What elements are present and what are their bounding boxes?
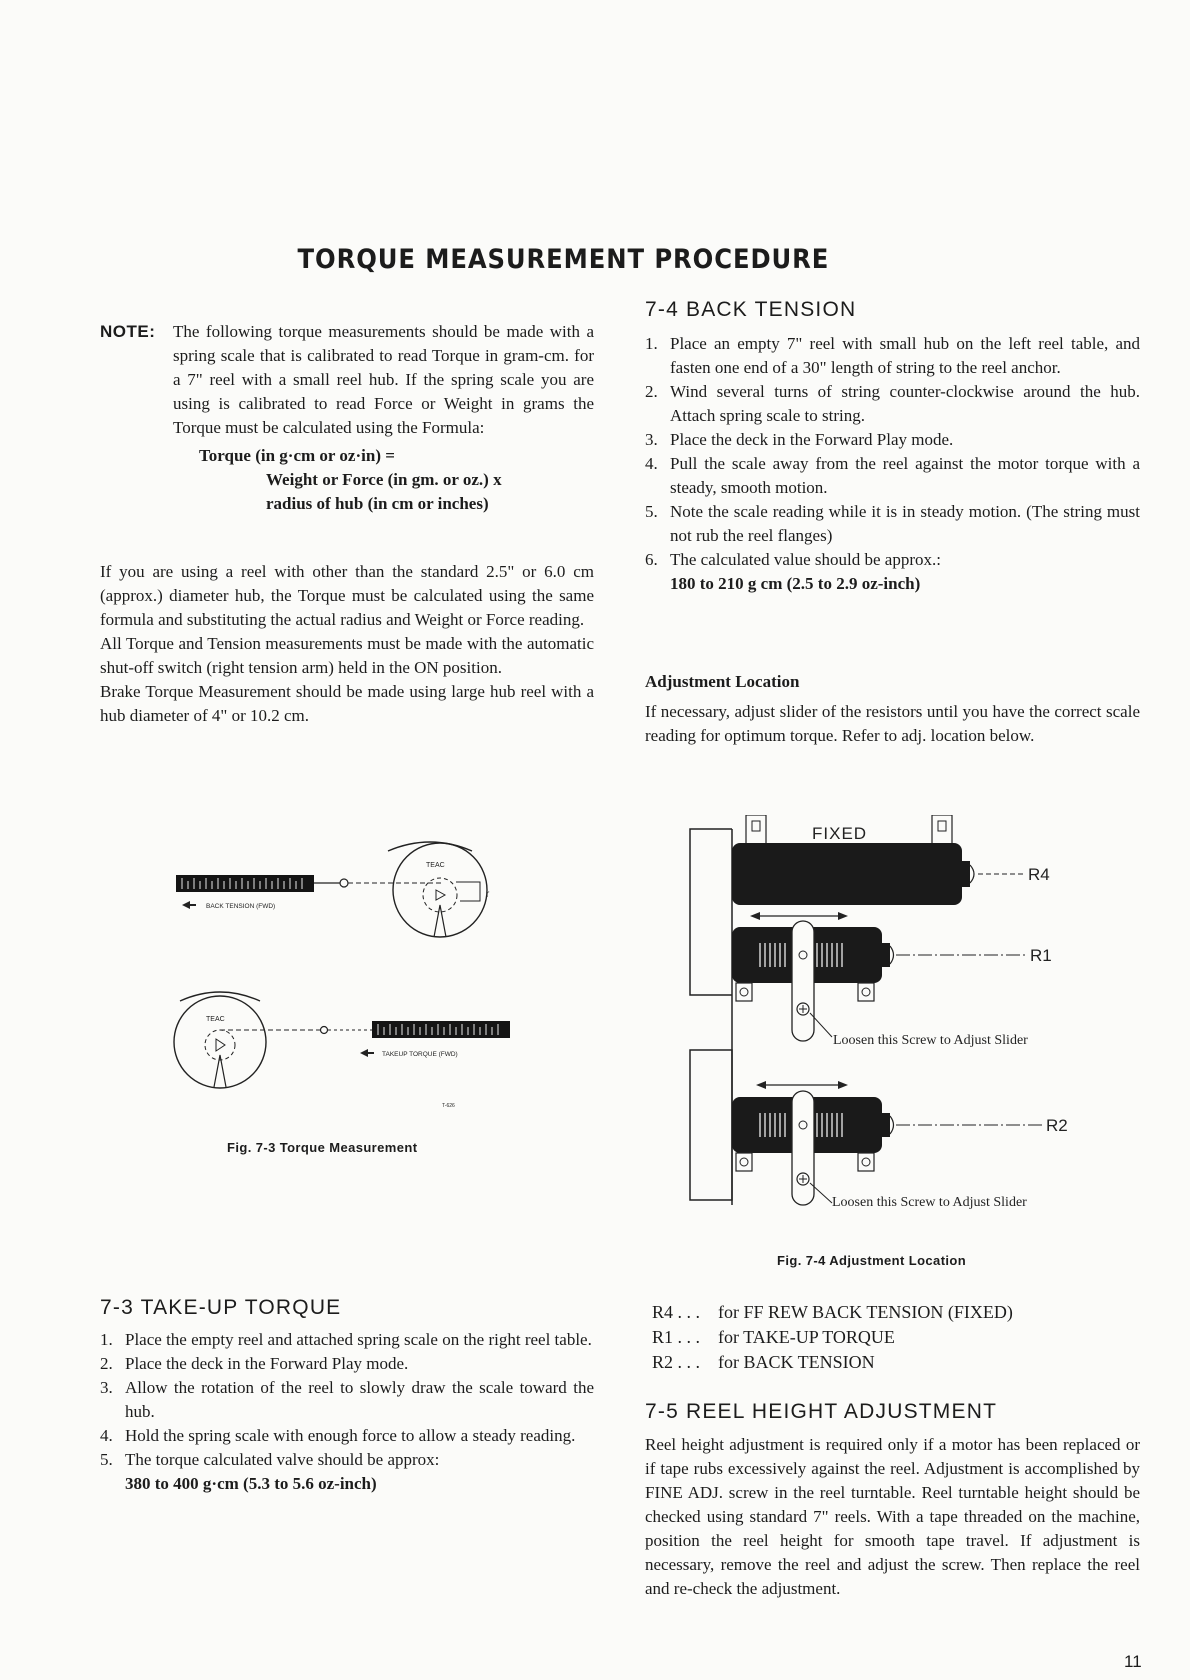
takeup-spring-scale — [321, 1021, 511, 1038]
radius-label: r — [486, 889, 490, 900]
back-tension-spring-scale — [176, 875, 442, 892]
back-tension-label: BACK TENSION (FWD) — [206, 903, 276, 910]
legend-r2: R2 . . . for BACK TENSION — [652, 1352, 875, 1372]
legend-r1: R1 . . . for TAKE-UP TORQUE — [652, 1327, 895, 1347]
page-number: 11 — [1124, 1652, 1142, 1671]
paragraph-shutoff-switch: All Torque and Tension measurements must be made with the automatic shut-off switch (right tension arm) held in the ON position. — [100, 634, 594, 677]
formula-line-1: Torque (in g·cm or oz·in) = — [199, 446, 395, 465]
back-tension-step-1: 1. Place an empty 7" reel with small hub on the left reel table, and fasten one end of a 30" length of string to the reel anchor. — [645, 334, 1140, 377]
r2-label: R2 — [1046, 1116, 1068, 1135]
torque-measurement-diagram — [160, 835, 560, 1110]
note-label: NOTE: — [100, 322, 156, 341]
takeup-step-4: 4. Hold the spring scale with enough force to allow a steady reading. — [100, 1426, 576, 1445]
fig-7-4-caption: Fig. 7-4 Adjustment Location — [777, 1253, 967, 1268]
top-reel-brand: TEAC — [426, 862, 445, 869]
section-7-5-heading: 7-5 REEL HEIGHT ADJUSTMENT — [645, 1400, 998, 1423]
back-tension-value: 180 to 210 g cm (2.5 to 2.9 oz-inch) — [670, 574, 921, 593]
takeup-arrow-icon — [360, 1049, 374, 1057]
back-tension-step-3: 3. Place the deck in the Forward Play mode. — [645, 430, 954, 449]
page-title: TORQUE MEASUREMENT PROCEDURE — [297, 244, 830, 275]
right-reel-icon — [174, 992, 320, 1088]
note-block — [100, 320, 594, 516]
formula-line-3: radius of hub (in cm or inches) — [266, 494, 489, 513]
loosen-screw-note-1: Loosen this Screw to Adjust Slider — [833, 1033, 1028, 1048]
resistor-r2 — [732, 1091, 1042, 1205]
left-paragraphs — [100, 560, 594, 728]
section-7-4-heading: 7-4 BACK TENSION — [645, 298, 857, 321]
note-text: The following torque measurements should be made with a spring scale that is calibrated to read Torque in gram-cm. for a 7" reel with a small reel hub. If the spring scale you are using is calibrated to read Force or Weight in grams the Torque must be calculated using the Formula: — [173, 322, 594, 437]
paragraph-brake-torque: Brake Torque Measurement should be made using large hub reel with a hub diameter of 4" or 10.2 cm. — [100, 682, 594, 725]
takeup-torque-value: 380 to 400 g·cm (5.3 to 5.6 oz-inch) — [125, 1474, 377, 1493]
loosen-screw-note-2: Loosen this Screw to Adjust Slider — [832, 1195, 1027, 1210]
takeup-step-1: 1. Place the empty reel and attached spring scale on the right reel table. — [100, 1330, 592, 1349]
r4-label: R4 — [1028, 865, 1050, 884]
takeup-label: TAKEUP TORQUE (FWD) — [382, 1051, 458, 1058]
resistor-r4 — [732, 815, 1026, 905]
r1-label: R1 — [1030, 946, 1052, 965]
part-number: T-626 — [442, 1103, 455, 1109]
fixed-label: FIXED — [812, 824, 868, 843]
formula-line-2: Weight or Force (in gm. or oz.) x — [266, 470, 502, 489]
back-tension-step-4: 4. Pull the scale away from the reel against the motor torque with a steady, smooth motion. — [645, 454, 1140, 497]
left-reel-icon — [388, 842, 487, 937]
legend-r4: R4 . . . for FF REW BACK TENSION (FIXED) — [652, 1302, 1013, 1322]
resistor-r1 — [732, 921, 1026, 1041]
section-7-3-heading: 7-3 TAKE-UP TORQUE — [100, 1296, 342, 1319]
back-tension-step-6: 6. The calculated value should be approx.: — [645, 550, 941, 569]
adjustment-location-diagram — [680, 815, 1120, 1210]
takeup-step-5: 5. The torque calculated valve should be approx: — [100, 1450, 440, 1469]
paragraph-hub-diameter: If you are using a reel with other than the standard 2.5" or 6.0 cm (approx.) diameter hub, the Torque must be calculated using the same formula and substituting the actual radius and Weight or Force reading. — [100, 562, 594, 629]
back-tension-arrow-icon — [182, 901, 196, 909]
adjustment-location-text: If necessary, adjust slider of the resistors until you have the correct scale reading for optimum torque. Refer to adj. location below. — [645, 702, 1140, 745]
section-7-5-text: Reel height adjustment is required only if a motor has been replaced or if tape rubs excessively against the reel. Adjustment is accomplished by FINE ADJ. screw in the reel turntable. Reel turntable height should be checked using standard 7" reels. With a tape threaded on the machine, position the reel height for smooth tape travel. If adjustment is necessary, remove the reel and adjust the screw. Then replace the reel and re-check the adjustment. — [645, 1435, 1140, 1598]
takeup-step-3: 3. Allow the rotation of the reel to slowly draw the scale toward the hub. — [100, 1378, 594, 1421]
back-tension-step-5: 5. Note the scale reading while it is in steady motion. (The string must not rub the reel flanges) — [645, 502, 1140, 545]
back-tension-step-2: 2. Wind several turns of string counter-clockwise around the hub. Attach spring scale to string. — [645, 382, 1140, 425]
fig-7-3-caption: Fig. 7-3 Torque Measurement — [227, 1140, 418, 1155]
slide-arrow-icon-2 — [756, 1081, 848, 1089]
slide-arrow-icon — [750, 912, 848, 920]
takeup-step-2: 2. Place the deck in the Forward Play mode. — [100, 1354, 409, 1373]
resistor-legend — [652, 1300, 1013, 1375]
bottom-reel-brand: TEAC — [206, 1016, 225, 1023]
section-7-4-steps — [645, 332, 1140, 596]
section-7-3-steps — [100, 1328, 594, 1496]
adjustment-location-heading: Adjustment Location — [645, 672, 800, 691]
